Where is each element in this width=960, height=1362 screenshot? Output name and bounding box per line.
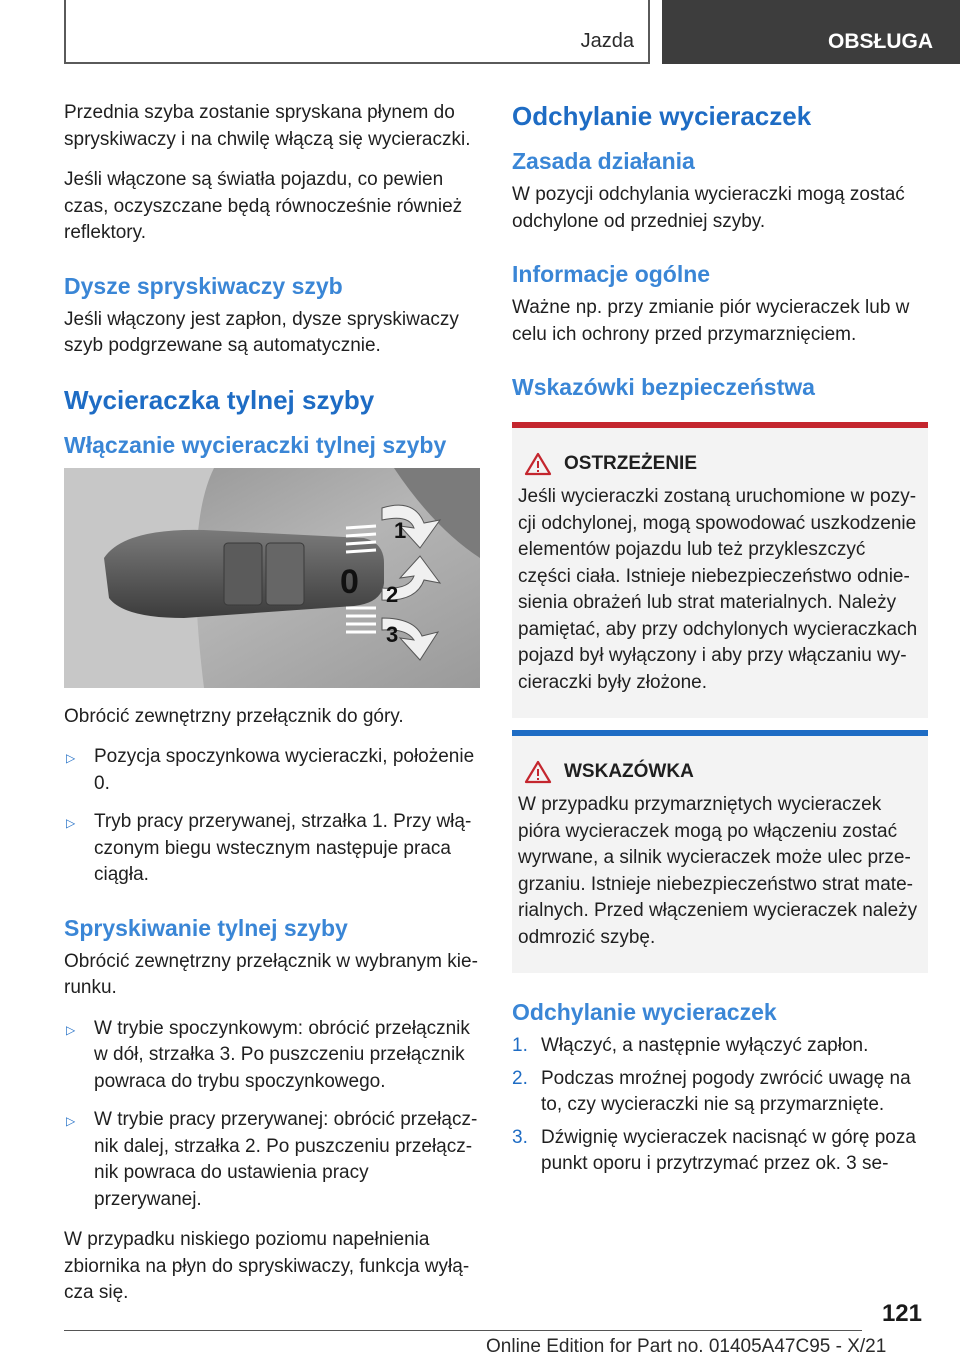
page-number: 121 — [881, 1300, 922, 1327]
list-item-text: Pozycja spoczynkowa wycieraczki, położenie 0. — [94, 746, 475, 794]
left-column — [64, 100, 480, 1321]
step-number: 3. — [512, 1126, 528, 1148]
paragraph: Ważne np. przy zmianie piór wycieraczek lub w celu ich ochrony przed przymarznięciem. — [512, 297, 910, 345]
section-heading: Wskazówki bezpieczeństwa — [512, 374, 815, 400]
chapter-label: OBSŁUGA — [828, 30, 933, 53]
list-item — [64, 1016, 480, 1096]
triangle-bullet-icon: ▷ — [66, 816, 76, 830]
header-frame — [64, 0, 650, 64]
section-heading: Zasada działania — [512, 148, 695, 174]
bullet-list — [64, 744, 480, 889]
footer-edition: Online Edition for Part no. 01405A47C95 - X/21 — [486, 1336, 887, 1357]
note-text: W przypadku przymarzniętych wycieraczek pióra wycieraczek mogą po włączeniu zostać wyrwane, a silnik wycieraczek może ulec prze‐grzaniu. Istnieje niebezpieczeństwo strat mate‐rialnych. Przed włączeniem wycieraczek należy odmrozić szybę. — [518, 794, 918, 948]
step-text: Włączyć, a następnie wyłączyć zapłon. — [541, 1035, 869, 1056]
footer-divider — [64, 1330, 862, 1331]
figure-label-0: 0 — [340, 562, 359, 601]
figure-label-3: 3 — [386, 621, 399, 647]
warning-title — [524, 452, 920, 476]
paragraph: Obrócić zewnętrzny przełącznik w wybranym kie‐runku. — [64, 950, 478, 998]
step-number: 1. — [512, 1035, 528, 1056]
step-text: Podczas mroźnej pogody zwrócić uwagę na to, czy wycieraczki nie są przymarznięte. — [541, 1067, 911, 1115]
warning-box — [512, 422, 928, 718]
section-heading: Odchylanie wycieraczek — [512, 999, 777, 1025]
header-chapter-tab — [662, 0, 960, 64]
list-item — [64, 1107, 480, 1213]
list-item — [64, 809, 480, 889]
chapter-heading: Wycieraczka tylnej szyby — [64, 384, 375, 415]
right-column — [512, 100, 928, 1184]
list-item — [512, 1033, 928, 1060]
list-item — [512, 1125, 928, 1178]
wiper-lever-figure — [64, 468, 480, 688]
list-item-text: W trybie spoczynkowym: obrócić przełącznik w dół, strzałka 3. Po puszczeniu przełącznik powraca do trybu spoczynkowego. — [94, 1017, 470, 1092]
section-heading: Spryskiwanie tylnej szyby — [64, 914, 348, 941]
step-number: 2. — [512, 1067, 528, 1089]
triangle-bullet-icon: ▷ — [66, 1022, 76, 1037]
section-heading: Dysze spryskiwaczy szyb — [64, 272, 343, 299]
numbered-list — [512, 1033, 928, 1178]
note-title — [524, 760, 920, 784]
triangle-bullet-icon: ▷ — [66, 1114, 76, 1128]
list-item — [64, 744, 480, 797]
list-item — [512, 1066, 928, 1119]
figure-label-1: 1 — [394, 517, 407, 543]
section-heading: Włączanie wycieraczki tylnej szyby — [64, 431, 447, 458]
list-item-text: Tryb pracy przerywanej, strzałka 1. Przy włą‐czonym biegu wstecznym następuje praca ciągła. — [94, 811, 472, 885]
chapter-heading: Odchylanie wycieraczek — [512, 101, 812, 131]
paragraph: Obrócić zewnętrzny przełącznik do góry. — [64, 705, 404, 727]
note-box — [512, 730, 928, 973]
paragraph: Jeśli włączone są światła pojazdu, co pewien czas, oczyszczane będą równocześnie również reflektory. — [64, 169, 463, 243]
paragraph: Przednia szyba zostanie spryskana płynem do spryskiwaczy i na chwilę włączą się wycieraczki. — [64, 102, 471, 150]
section-heading: Informacje ogólne — [512, 261, 711, 287]
warning-title-text: OSTRZEŻENIE — [564, 453, 698, 474]
step-text: Dźwignię wycieraczek nacisnąć w górę poza punkt oporu i przytrzymać przez ok. 3 se‐ — [541, 1126, 916, 1174]
triangle-bullet-icon: ▷ — [66, 751, 76, 765]
header-section-title: Jazda — [580, 30, 634, 52]
paragraph: W przypadku niskiego poziomu napełnienia zbiornika na płyn do spryskiwaczy, funkcja wyłą‐cza się. — [64, 1229, 470, 1303]
warning-text: Jeśli wycieraczki zostaną uruchomione w pozy‐cji odchylonej, mogą spowodować uszkodzenie elementów pojazdu lub też przykleszczyć części ciała. Istnieje niebezpieczeństwo odnie‐sienia obrażeń lub strat materialnych. Należy pamiętać, aby przy odchylonych wycieraczkach pojazd był wyłączony i aby przy włączaniu wy‐cieraczki były złożone. — [518, 486, 918, 693]
figure-label-2: 2 — [386, 581, 399, 607]
bullet-list — [64, 1016, 480, 1214]
paragraph: W pozycji odchylania wycieraczki mogą zostać odchylone od przedniej szyby. — [512, 184, 905, 232]
warning-triangle-icon — [524, 452, 552, 476]
warning-triangle-icon — [524, 760, 552, 784]
list-item-text: W trybie pracy przerywanej: obrócić przełącz‐nik dalej, strzałka 2. Po puszczeniu przełącz‐nik powraca do ustawienia pracy przerywanej. — [94, 1109, 478, 1210]
note-title-text: WSKAZÓWKA — [564, 761, 694, 782]
paragraph: Jeśli włączony jest zapłon, dysze spryskiwaczy szyb podgrzewane są automatycznie. — [64, 308, 459, 356]
